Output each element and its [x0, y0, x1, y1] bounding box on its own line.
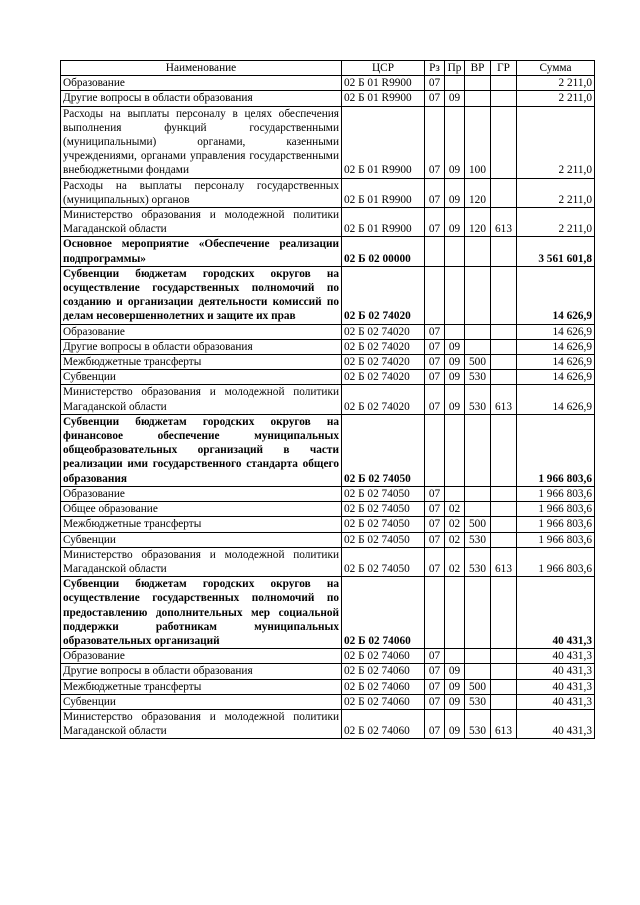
cell-sum: 40 431,3: [517, 694, 595, 709]
cell-rz: 07: [425, 178, 445, 207]
cell-csr: 02 Б 02 74060: [342, 679, 425, 694]
cell-gr: [491, 355, 517, 370]
cell-gr: [491, 679, 517, 694]
cell-gr: [491, 414, 517, 486]
cell-name: Межбюджетные трансферты: [61, 517, 342, 532]
cell-pr: [445, 577, 465, 649]
cell-pr: 09: [445, 370, 465, 385]
cell-sum: 1 966 803,6: [517, 532, 595, 547]
cell-csr: 02 Б 01 R9900: [342, 76, 425, 91]
cell-vr: [465, 577, 491, 649]
cell-vr: 530: [465, 532, 491, 547]
cell-name: Министерство образования и молодежной политики Магаданской области: [61, 208, 342, 237]
cell-pr: [445, 649, 465, 664]
cell-csr: 02 Б 02 74050: [342, 517, 425, 532]
cell-rz: [425, 237, 445, 266]
table-row: [61, 266, 595, 324]
cell-sum: 14 626,9: [517, 385, 595, 414]
cell-vr: [465, 266, 491, 324]
cell-vr: [465, 324, 491, 339]
cell-rz: 07: [425, 385, 445, 414]
cell-name: Субвенции бюджетам городских округов на осуществление государственных полномочий по созданию и организации деятельности комиссий по делам несовершеннолетних и защите их прав: [61, 266, 342, 324]
cell-pr: 09: [445, 355, 465, 370]
cell-csr: 02 Б 02 74050: [342, 486, 425, 501]
cell-rz: [425, 266, 445, 324]
table-row: [61, 76, 595, 91]
table-row: [61, 91, 595, 106]
cell-rz: 07: [425, 649, 445, 664]
cell-gr: [491, 517, 517, 532]
cell-rz: 07: [425, 709, 445, 738]
cell-vr: [465, 486, 491, 501]
cell-gr: [491, 106, 517, 178]
table-row: [61, 414, 595, 486]
cell-gr: [491, 502, 517, 517]
cell-gr: [491, 91, 517, 106]
cell-sum: 1 966 803,6: [517, 517, 595, 532]
cell-pr: [445, 266, 465, 324]
cell-pr: 09: [445, 339, 465, 354]
table-row: [61, 208, 595, 237]
cell-gr: [491, 237, 517, 266]
cell-rz: 07: [425, 664, 445, 679]
cell-pr: 02: [445, 502, 465, 517]
table-row: [61, 339, 595, 354]
cell-vr: 120: [465, 178, 491, 207]
cell-sum: 14 626,9: [517, 324, 595, 339]
cell-sum: 40 431,3: [517, 709, 595, 738]
cell-name: Министерство образования и молодежной политики Магаданской области: [61, 709, 342, 738]
cell-csr: 02 Б 02 74050: [342, 547, 425, 576]
table-row: [61, 355, 595, 370]
cell-vr: 500: [465, 355, 491, 370]
cell-name: Субвенции бюджетам городских округов на осуществление государственных полномочий по предоставлению дополнительных мер социальной поддержки работникам муниципальных образовательных организаций: [61, 577, 342, 649]
table-row: [61, 664, 595, 679]
cell-sum: 40 431,3: [517, 679, 595, 694]
cell-rz: 07: [425, 355, 445, 370]
cell-pr: [445, 324, 465, 339]
cell-pr: 09: [445, 178, 465, 207]
cell-gr: [491, 324, 517, 339]
cell-csr: 02 Б 01 R9900: [342, 208, 425, 237]
cell-vr: [465, 414, 491, 486]
cell-csr: 02 Б 02 74060: [342, 649, 425, 664]
cell-pr: [445, 76, 465, 91]
cell-csr: 02 Б 02 74060: [342, 694, 425, 709]
cell-vr: 530: [465, 694, 491, 709]
cell-name: Другие вопросы в области образования: [61, 664, 342, 679]
cell-name: Министерство образования и молодежной политики Магаданской области: [61, 547, 342, 576]
cell-csr: 02 Б 02 74020: [342, 370, 425, 385]
cell-rz: [425, 577, 445, 649]
cell-csr: 02 Б 02 74020: [342, 355, 425, 370]
cell-pr: 09: [445, 91, 465, 106]
cell-pr: 09: [445, 106, 465, 178]
cell-sum: 2 211,0: [517, 91, 595, 106]
cell-sum: 2 211,0: [517, 76, 595, 91]
cell-gr: [491, 266, 517, 324]
cell-sum: 14 626,9: [517, 355, 595, 370]
cell-name: Расходы на выплаты персоналу в целях обеспечения выполнения функций государственными (муниципальными) органами, казенными учреждениями, органами управления государственными внебюджетными фондами: [61, 106, 342, 178]
cell-sum: 1 966 803,6: [517, 486, 595, 501]
cell-csr: 02 Б 02 74020: [342, 385, 425, 414]
cell-sum: 40 431,3: [517, 577, 595, 649]
cell-vr: [465, 76, 491, 91]
cell-gr: [491, 339, 517, 354]
cell-vr: [465, 649, 491, 664]
cell-csr: 02 Б 02 74020: [342, 324, 425, 339]
cell-vr: 530: [465, 709, 491, 738]
cell-gr: [491, 76, 517, 91]
cell-pr: 02: [445, 517, 465, 532]
cell-name: Общее образование: [61, 502, 342, 517]
cell-rz: 07: [425, 91, 445, 106]
cell-pr: 09: [445, 385, 465, 414]
header-csr: ЦСР: [342, 61, 425, 76]
table-row: [61, 237, 595, 266]
cell-pr: 02: [445, 547, 465, 576]
cell-csr: 02 Б 02 74060: [342, 664, 425, 679]
cell-rz: 07: [425, 694, 445, 709]
cell-rz: 07: [425, 76, 445, 91]
cell-vr: [465, 237, 491, 266]
cell-csr: 02 Б 02 74020: [342, 339, 425, 354]
table-row: [61, 502, 595, 517]
cell-rz: 07: [425, 547, 445, 576]
cell-sum: 3 561 601,8: [517, 237, 595, 266]
cell-csr: 02 Б 01 R9900: [342, 106, 425, 178]
cell-pr: 02: [445, 532, 465, 547]
table-row: [61, 517, 595, 532]
table-row: [61, 532, 595, 547]
cell-vr: 530: [465, 370, 491, 385]
cell-gr: 613: [491, 208, 517, 237]
cell-gr: 613: [491, 385, 517, 414]
cell-csr: 02 Б 02 74050: [342, 532, 425, 547]
cell-csr: 02 Б 02 74050: [342, 414, 425, 486]
table-row: [61, 649, 595, 664]
cell-name: Межбюджетные трансферты: [61, 679, 342, 694]
cell-gr: 613: [491, 547, 517, 576]
cell-gr: [491, 694, 517, 709]
cell-name: Министерство образования и молодежной политики Магаданской области: [61, 385, 342, 414]
cell-gr: [491, 577, 517, 649]
cell-gr: [491, 649, 517, 664]
cell-pr: 09: [445, 679, 465, 694]
cell-rz: [425, 414, 445, 486]
cell-csr: 02 Б 02 74060: [342, 577, 425, 649]
cell-rz: 07: [425, 517, 445, 532]
cell-sum: 14 626,9: [517, 370, 595, 385]
cell-vr: [465, 91, 491, 106]
cell-csr: 02 Б 02 74050: [342, 502, 425, 517]
cell-csr: 02 Б 02 74020: [342, 266, 425, 324]
table-row: [61, 178, 595, 207]
cell-gr: [491, 178, 517, 207]
table-row: [61, 547, 595, 576]
cell-pr: [445, 237, 465, 266]
cell-gr: [491, 664, 517, 679]
cell-name: Субвенции: [61, 694, 342, 709]
cell-vr: 120: [465, 208, 491, 237]
cell-csr: 02 Б 01 R9900: [342, 178, 425, 207]
cell-rz: 07: [425, 486, 445, 501]
cell-sum: 2 211,0: [517, 106, 595, 178]
cell-vr: 100: [465, 106, 491, 178]
cell-rz: 07: [425, 339, 445, 354]
header-pr: Пр: [445, 61, 465, 76]
cell-pr: [445, 486, 465, 501]
cell-rz: 07: [425, 679, 445, 694]
cell-vr: [465, 664, 491, 679]
cell-pr: 09: [445, 694, 465, 709]
cell-name: Образование: [61, 649, 342, 664]
cell-pr: 09: [445, 208, 465, 237]
cell-pr: 09: [445, 709, 465, 738]
table-row: [61, 709, 595, 738]
cell-rz: 07: [425, 324, 445, 339]
cell-vr: 500: [465, 679, 491, 694]
cell-name: Расходы на выплаты персоналу государственных (муниципальных) органов: [61, 178, 342, 207]
cell-rz: 07: [425, 502, 445, 517]
cell-name: Образование: [61, 486, 342, 501]
header-rz: Рз: [425, 61, 445, 76]
header-name: Наименование: [61, 61, 342, 76]
cell-gr: [491, 370, 517, 385]
cell-gr: [491, 486, 517, 501]
cell-name: Образование: [61, 76, 342, 91]
budget-table: [60, 60, 595, 739]
cell-vr: [465, 339, 491, 354]
cell-rz: 07: [425, 106, 445, 178]
cell-sum: 1 966 803,6: [517, 414, 595, 486]
cell-name: Межбюджетные трансферты: [61, 355, 342, 370]
cell-csr: 02 Б 02 74060: [342, 709, 425, 738]
cell-rz: 07: [425, 532, 445, 547]
header-vr: ВР: [465, 61, 491, 76]
cell-name: Основное мероприятие «Обеспечение реализации подпрограммы»: [61, 237, 342, 266]
cell-name: Образование: [61, 324, 342, 339]
cell-name: Субвенции: [61, 532, 342, 547]
cell-pr: 09: [445, 664, 465, 679]
table-row: [61, 106, 595, 178]
cell-name: Другие вопросы в области образования: [61, 339, 342, 354]
table-row: [61, 324, 595, 339]
cell-name: Другие вопросы в области образования: [61, 91, 342, 106]
cell-sum: 2 211,0: [517, 178, 595, 207]
table-row: [61, 577, 595, 649]
cell-sum: 14 626,9: [517, 266, 595, 324]
cell-rz: 07: [425, 208, 445, 237]
cell-name: Субвенции бюджетам городских округов на финансовое обеспечение муниципальных общеобразовательных организаций в части реализации ими государственного стандарта общего образования: [61, 414, 342, 486]
cell-vr: 500: [465, 517, 491, 532]
cell-sum: 40 431,3: [517, 664, 595, 679]
cell-sum: 40 431,3: [517, 649, 595, 664]
cell-gr: [491, 532, 517, 547]
cell-csr: 02 Б 01 R9900: [342, 91, 425, 106]
cell-vr: 530: [465, 385, 491, 414]
cell-gr: 613: [491, 709, 517, 738]
table-header-row: [61, 61, 595, 76]
table-body: [61, 76, 595, 739]
cell-rz: 07: [425, 370, 445, 385]
table-row: [61, 694, 595, 709]
cell-sum: 1 966 803,6: [517, 547, 595, 576]
table-row: [61, 385, 595, 414]
cell-pr: [445, 414, 465, 486]
cell-vr: [465, 502, 491, 517]
table-row: [61, 370, 595, 385]
header-gr: ГР: [491, 61, 517, 76]
cell-sum: 1 966 803,6: [517, 502, 595, 517]
cell-vr: 530: [465, 547, 491, 576]
table-row: [61, 679, 595, 694]
cell-sum: 2 211,0: [517, 208, 595, 237]
header-sum: Сумма: [517, 61, 595, 76]
cell-csr: 02 Б 02 00000: [342, 237, 425, 266]
table-row: [61, 486, 595, 501]
cell-name: Субвенции: [61, 370, 342, 385]
cell-sum: 14 626,9: [517, 339, 595, 354]
